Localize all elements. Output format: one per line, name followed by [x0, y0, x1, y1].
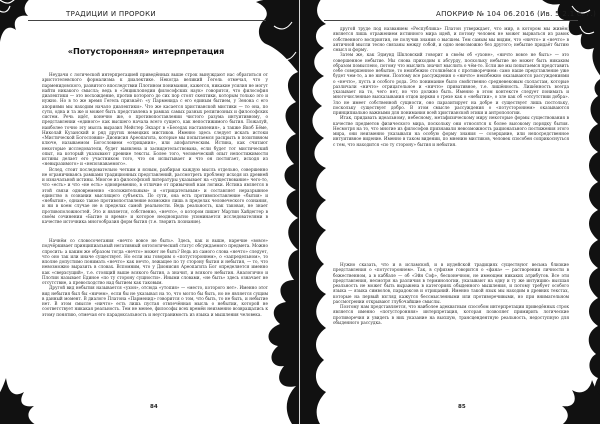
right-page-left-edge-ornament-icon [300, 0, 330, 424]
right-page-bottom-ornament-icon [552, 380, 600, 424]
paragraph: Начнём со словосочетания «нечто вовсе не быть». Здесь, как и выше, наречие «вовсе» подчёркивает принципиальный негативный онтологический статус обсуждаемого предмета. Можно спросить: а каким же образом тогда «нечто» может не быть? Ведь из самого слова «нечто» следует, что оно так или иначе существует. Но если мы говорим о «потустороннем», о «запредельном», то вполне допустимо понимать «нечто» как нечто, лежащее по ту сторону бытия и небытия, — то, что невозможно выразить в словах. Вспомним, что у Дионисия Ареопагита Бог определяется именно как «сверхсущий», т.е. стоящий выше всякого бытия, а значит, и всякого небытия. Аналогично и Плотин называет Единое «по ту сторону сущности». Иными словами, «не быть» здесь означает не отсутствие, а превосходство над бытием как таковым. [42, 238, 268, 285]
paragraph: Поэтому нам представляется, что наиболее адекватным способом интерпретации приведённых строк является именно «потусторонняя» интерпретация, которая позволяет примирить логические противоречия и увидеть в них указание на высшую, трансцендентную реальность, недоступную для обыденного рассудка. [333, 304, 569, 325]
header-rule-right [324, 20, 578, 21]
header-rule-left [28, 20, 266, 21]
paragraph: Итак, придавать идеальному, небесному, метафизическому миру некоторые формы существования в качестве предметов физического мира, поскольку они относятся к более высокому порядку бытия. Несмотря на то, что многие из философов признавали невозможность рационального постижения этого мира, они неизменно указывали на особую форму знания — созерцание, или непосредственное интуитивное видение. Именно в таком видении, по мнению мистиков, человек способен соприкоснуться с тем, что находится «по ту сторону» бытия и небытия. [333, 115, 569, 147]
paragraph: Другой вид небытия называется «ухон», отсюда «утопия» — «место, которого нет». Именно этот вид небытия был бы «ничем», если бы не указывал на то, что могло бы быть, но не является сущим в данный момент. В диалоге Платона «Парменид» говорится о том, что быть, то не быть, и небытие нет. В этом смысле «ничто» есть лишь пустая отвлечённая мысль о небытии, которой не соответствует никакая реальность. Тем не менее, философы всех времён неизменно возвращались к этому понятию, отмечая его парадоксальность и неустранимость из языка и мышления человека. [42, 285, 268, 317]
page-number-right: 85 [458, 404, 466, 410]
page-number-left: 84 [150, 404, 158, 410]
right-body-block-1 [333, 26, 569, 147]
left-body-block-2 [42, 238, 268, 317]
running-head-right: АПОКРИФ № 104 06.2016 (Ив. 5 2.1 е. г.) [436, 10, 597, 18]
section-title: «Потусторонняя» интерпретация [67, 46, 225, 56]
left-page-bottom-ornament-icon [0, 378, 48, 424]
right-page-side-ornament-icon [578, 78, 600, 408]
running-head-left: ТРАДИЦИИ И ПРОРОКИ [66, 10, 156, 18]
left-page-corner-ornament-icon [0, 0, 46, 42]
paragraph: Вслед, стоит последовательно четким и ясным, разбирая каждую мысль отдельно, совершенно не ограничиваясь рамками традиционных представлений, рассмотреть проблему исходя из древней и изначальной истины. Многое из философской литературы указывает на «существование» чего-то, что «есть» и что «не есть» одновременно, в отличие от привычной нам логики. Истина является в этой связи одновременно «положительным» и «отрицательным» и составляет неразрывное единство в сознании мыслящего субъекта. По сути, она есть противопоставление «бытия» и «небытия», однако такое противопоставление возможно лишь в пределах человеческого сознания, и ни в коем случае не в пределах самой реальности. Ведь реальность, как таковая, не знает противоположностей. Это и является, собственно, «нечто», о котором пишет Мартин Хайдеггер в своём сочинении «Бытие и время» и которое неоднократно упоминается исследователями в качестве источника многообразия форм бытия (т.е. творить познание). [42, 166, 268, 224]
paragraph: Неудачи с логической интерпретацией приведённых выше строк вынуждают нас обратиться от аристотелевского формализма к диалектике. Некогда великий Гегель отмечал, что у парменидовского, развитого впоследствии Плотином понимания, кажется, никакие усилия не могут найти никакого смысла; ведь в «Энциклопедии философских наук» говорится, что философия диалектики — это восхождение, против которого до сих пор стоят скептики, которым только это и нужно. Но в то же время Гегель признаёт: «у Парменида с его единым бытием, у Зенона с его апориями мы находим начало диалектики». Что же касается христианской мистики — то она, по сути, одна и та же и может быть представлена в рамках самых разных религиозных и философских систем. Речь идёт, конечно же, о противопоставлении чистого разума интуитивному, о представлении «единого» как высшего начала всего сущего, как непостижимого бытия. Пожалуй, наиболее точно эту мысль выразил Мейстер Экхарт в «Беседах наставления», а также Якоб Бёме, Николай Кузанский и ряд других немецких мистиков. Именно здесь следует искать истоки «Мистической Богословии» Дионисия Ареопагита, которые мы попытаемся раскрыть в позитивном ключе, называемом Богословием «отрицания», или апофатическим. Истина, как считают некоторые исследователи, будет выявлена и засвидетельствована, если будет тот мистический опыт, на который указывают древние тексты. Более того, человеческий опыт непостижимости истины делает его участником того, что он испытывает и что он постигает, исходя из «невыразимого» и «непознаваемого». [42, 72, 268, 167]
left-body-block-1 [42, 72, 268, 224]
paragraph: Нужно сказать, что и в исламской, и в иудейской традициях существуют весьма близкие представления о «потустороннем». Так, в суфизме говорится о «фана» — растворении личности в божественном, а в каббале — об «Эйн Соф», бесконечном, не имеющем никаких атрибутов. Все эти представления, несмотря на различия в терминологии, указывают на одну и ту же интуицию: высшая реальность не может быть выражена в категориях обыденного мышления, и потому требует особого языка — языка символов, парадоксов и отрицаний. Именно такой язык мы находим в древних текстах, которые на первый взгляд кажутся бессмысленными или противоречивыми, но при внимательном рассмотрении открывают глубочайшие смыслы. [333, 262, 569, 304]
paragraph: Затем же, как Эдмунд Шкловский говорит в своём об «ухоне», «ничто вовсе не быть» — это совершенное небытие. Мы снова приходим к абсурду, поскольку небытие не может быть никаким образом помыслено, потому что мыслить значит мыслить о чём-то. Если же мы попытаемся представить себе совершенное небытие, то неизбежно столкнёмся с противоречием: само наше представление уже будет чем-то, а не ничем. Поэтому все рассуждения о «ничто» неизбежно оказываются рассуждениями о «нечто», пусть и особого рода. Это понимание было свойственно средневековым схоластам, которые различали «ничто» отрицательное и «ничто» привативное, т.е. лишённость. Лишённость всегда указывает на то, чего нет, но что должно быть. Именно в этом контексте следует понимать и многочисленные высказывания отцов церкви о грехе как о «небытии», о зле как об «отсутствии добра». Зло не имеет собственной сущности, оно паразитирует на добре и существует лишь постольку, поскольку существует добро. В этом смысле рассуждения о «потустороннем» оказываются принципиально важными для понимания всей христианской этики и антропологии. [333, 52, 569, 115]
paragraph: другой труде под названием «Республика» Платон утверждает, что мир, в котором мы живём, является лишь отражением истинного мира идей, и потому человек не может вырваться из рамок собственного восприятия, не получив знания о высшем. Тем самым мы видим, что «ничто» и «нечто» в античной мысли тесно связаны между собой, и одно невозможно без другого; небытие придаёт бытию смысл и форму. [333, 26, 569, 52]
right-page [300, 0, 600, 424]
right-body-block-2 [333, 262, 569, 325]
